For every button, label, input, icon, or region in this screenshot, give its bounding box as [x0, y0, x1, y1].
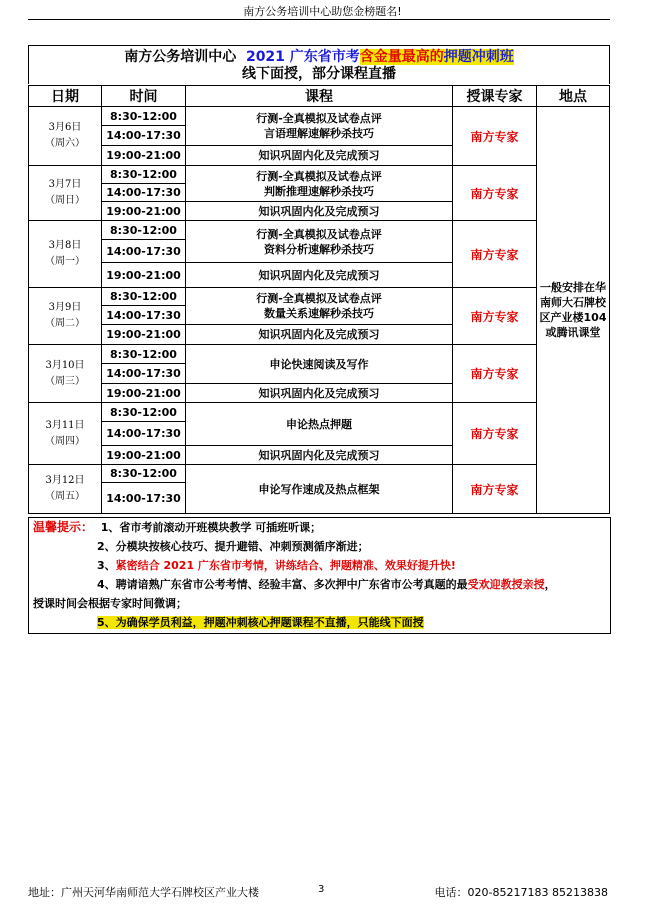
footer-address: 地址：广州天河华南师范大学石牌校区产业大楼	[28, 886, 259, 899]
time-cell: 14:00-17:30	[102, 126, 186, 146]
expert-cell: 南方专家	[453, 288, 537, 345]
expert-cell: 南方专家	[453, 465, 537, 514]
table-row	[29, 288, 610, 306]
table-row	[29, 221, 610, 240]
table-row	[29, 465, 610, 483]
course-cell: 知识巩固内化及完成预习	[186, 263, 453, 288]
page-header: 南方公务培训中心助您金榜题名!	[243, 5, 402, 18]
time-cell: 19:00-21:00	[102, 146, 186, 166]
tip-line-2: 2、分模块按核心技巧、提升避错、冲刺预测循序渐进；	[97, 540, 369, 553]
tips-box	[28, 517, 611, 634]
course-cell: 申论快速阅读及写作	[186, 345, 453, 384]
header-date: 日期	[29, 86, 102, 107]
date-cell: 3月7日 （周日）	[29, 166, 102, 221]
time-cell: 8:30-12:00	[102, 107, 186, 126]
date-cell: 3月9日 （周二）	[29, 288, 102, 345]
tip-line-4: 4、聘请谙熟广东省市公考考情、经验丰富、多次押中广东省市公考真题的最受欢迎教授亲授，	[97, 578, 556, 591]
time-cell: 19:00-21:00	[102, 263, 186, 288]
title-box	[28, 45, 610, 84]
course-cell: 行测-全真模拟及试卷点评 资料分析速解秒杀技巧	[186, 221, 453, 263]
time-cell: 19:00-21:00	[102, 446, 186, 465]
expert-cell: 南方专家	[453, 166, 537, 221]
expert-cell: 南方专家	[453, 403, 537, 465]
time-cell: 14:00-17:30	[102, 483, 186, 514]
table-row	[29, 345, 610, 364]
course-cell: 行测-全真模拟及试卷点评 数量关系速解秒杀技巧	[186, 288, 453, 325]
title-line-1	[29, 48, 609, 66]
table-row	[29, 166, 610, 184]
header-location: 地点	[537, 86, 610, 107]
location-cell: 一般安排在华南师大石牌校区产业楼104或腾讯课堂	[537, 107, 610, 514]
course-cell: 行测-全真模拟及试卷点评 判断推理速解秒杀技巧	[186, 166, 453, 202]
date-cell: 3月12日 （周五）	[29, 465, 102, 514]
course-cell: 知识巩固内化及完成预习	[186, 202, 453, 221]
title-year-region: 2021 广东省市考	[245, 49, 360, 65]
time-cell: 8:30-12:00	[102, 403, 186, 422]
footer-phone: 电话：020-85217183 85213838	[434, 886, 608, 899]
course-cell: 知识巩固内化及完成预习	[186, 446, 453, 465]
tips-label: 温馨提示：	[33, 520, 94, 534]
header-rule	[28, 19, 610, 20]
date-cell: 3月10日 （周三）	[29, 345, 102, 403]
expert-cell: 南方专家	[453, 221, 537, 288]
expert-cell: 南方专家	[453, 107, 537, 166]
expert-cell: 南方专家	[453, 345, 537, 403]
time-cell: 14:00-17:30	[102, 422, 186, 446]
time-cell: 8:30-12:00	[102, 166, 186, 184]
time-cell: 14:00-17:30	[102, 306, 186, 325]
header-expert: 授课专家	[453, 86, 537, 107]
header-course: 课程	[186, 86, 453, 107]
time-cell: 14:00-17:30	[102, 184, 186, 202]
title-course-name: 押题冲刺班	[443, 49, 514, 65]
date-cell: 3月6日 （周六）	[29, 107, 102, 166]
time-cell: 19:00-21:00	[102, 325, 186, 345]
title-org: 南方公务培训中心	[124, 49, 237, 65]
header-time: 时间	[102, 86, 186, 107]
time-cell: 8:30-12:00	[102, 465, 186, 483]
course-cell: 知识巩固内化及完成预习	[186, 384, 453, 403]
time-cell: 14:00-17:30	[102, 240, 186, 263]
tip-line-4-cont: 授课时间会根据专家时间微调；	[33, 597, 187, 610]
title-highlight: 含金量最高的	[359, 49, 444, 65]
date-cell: 3月8日 （周一）	[29, 221, 102, 288]
date-cell: 3月11日 （周四）	[29, 403, 102, 465]
table-row	[29, 107, 610, 126]
tip-line-1: 温馨提示： 1、省市考前滚动开班模块教学 可插班听课；	[33, 520, 322, 534]
time-cell: 14:00-17:30	[102, 364, 186, 384]
time-cell: 19:00-21:00	[102, 202, 186, 221]
course-cell: 知识巩固内化及完成预习	[186, 146, 453, 166]
course-cell: 行测-全真模拟及试卷点评 言语理解速解秒杀技巧	[186, 107, 453, 146]
title-subtitle: 线下面授，部分课程直播	[242, 66, 396, 82]
course-cell: 申论写作速成及热点框架	[186, 465, 453, 514]
schedule-table	[28, 85, 610, 514]
tip-line-5: 5、为确保学员利益，押题冲刺核心押题课程不直播，只能线下面授	[97, 616, 424, 629]
time-cell: 8:30-12:00	[102, 345, 186, 364]
time-cell: 8:30-12:00	[102, 221, 186, 240]
course-cell: 知识巩固内化及完成预习	[186, 325, 453, 345]
tip-line-3: 3、紧密结合 2021 广东省市考情，讲练结合、押题精准、效果好提升快!	[97, 559, 456, 572]
time-cell: 19:00-21:00	[102, 384, 186, 403]
page-number: 3	[318, 884, 325, 895]
table-row	[29, 403, 610, 422]
table-header-row	[29, 86, 610, 107]
course-cell: 申论热点押题	[186, 403, 453, 446]
time-cell: 8:30-12:00	[102, 288, 186, 306]
